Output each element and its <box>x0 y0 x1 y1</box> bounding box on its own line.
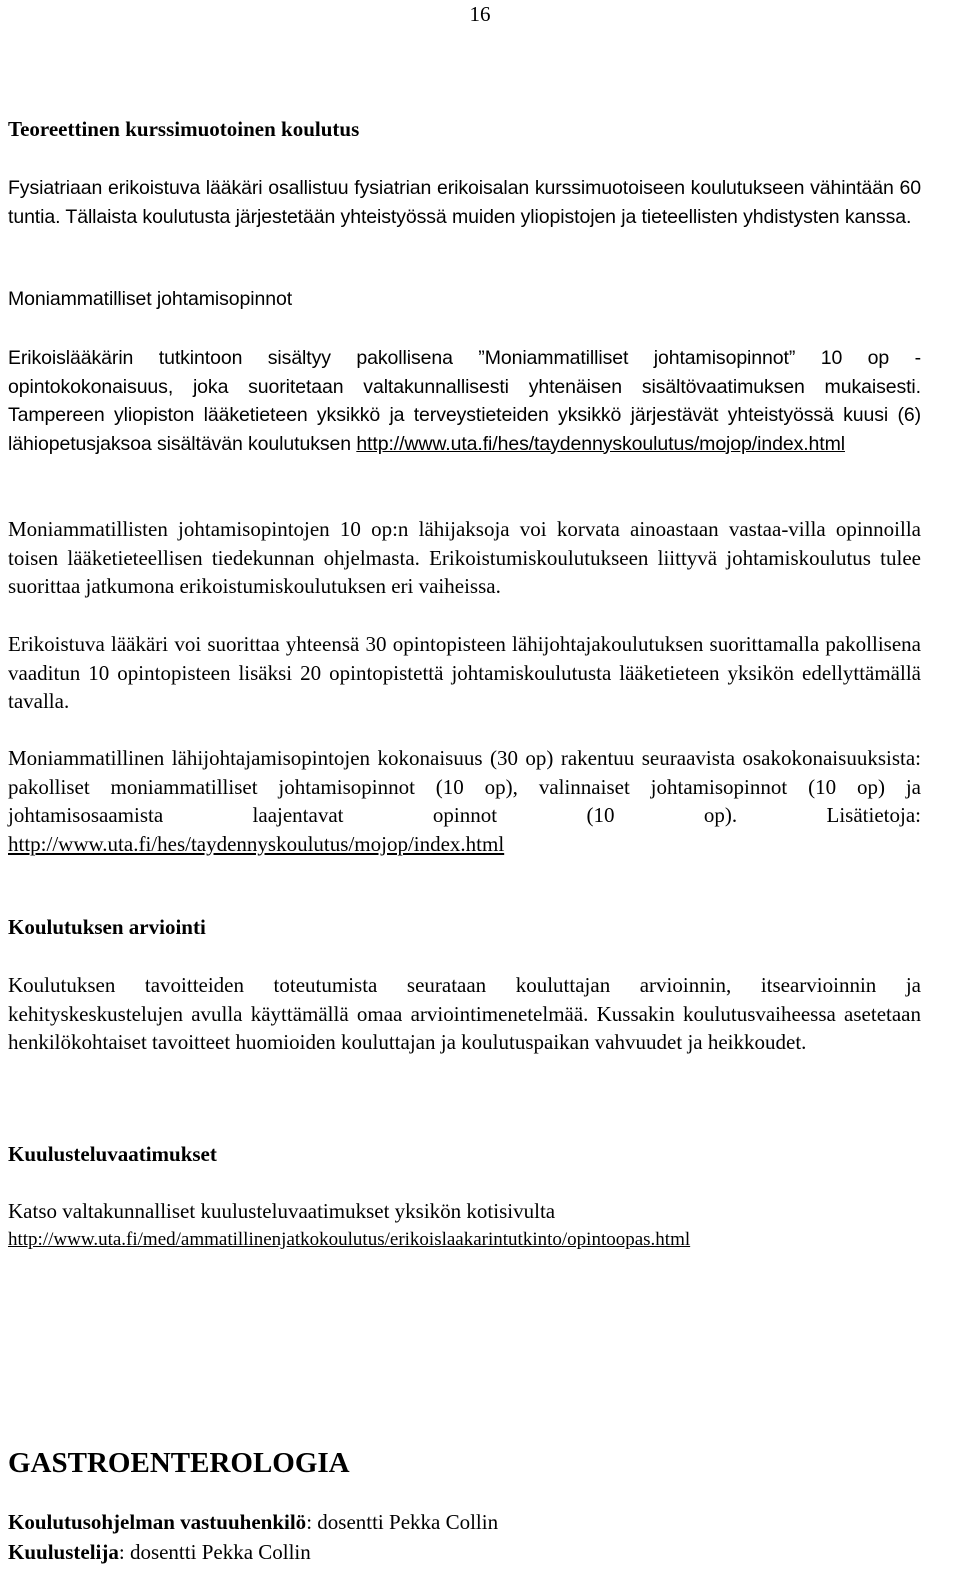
paragraph-text: Moniammatillinen lähijohtajamisopintojen kokonaisuus (30 op) rakentuu seuraavista osakokonaisuuksista: pakolliset moniammatilliset johtamisopinnot (10 op), valinnaiset johtamisopinnot (10 op) ja johtamisosaamista laajentavat opinnot (10 op). <box>8 746 921 827</box>
responsible-value: : dosentti Pekka Collin <box>306 1510 499 1534</box>
paragraph-moniammatilliset-1 <box>8 344 921 458</box>
examiner-value: : dosentti Pekka Collin <box>118 1540 311 1564</box>
page-number: 16 <box>469 2 491 26</box>
paragraph-arviointi: Koulutuksen tavoitteiden toteutumista seurataan kouluttajan arvioinnin, itsearvioinnin ja kehityskeskustelujen avulla käyttämällä omaa arviointimenetelmää. Kussakin koulutusvaiheessa asetetaan henkilökohtaiset tavoitteet huomioiden kouluttajan ja koulutuspaikan vahvuudet ja heikkoudet. <box>8 973 921 1054</box>
paragraph-moniammatilliset-4 <box>8 744 921 858</box>
mojop-link[interactable]: http://www.uta.fi/hes/taydennyskoulutus/mojop/index.html <box>356 432 845 455</box>
responsible-person-row <box>8 1510 498 1535</box>
section-heading-teoreettinen: Teoreettinen kurssimuotoinen koulutus <box>8 117 360 141</box>
paragraph-moniammatilliset-3: Erikoistuva lääkäri voi suorittaa yhteensä 30 opintopisteen lähijohtajakoulutuksen suorittamalla pakollisena vaaditun 10 opintopisteen lisäksi 20 opintopistettä johtamiskoulutusta lääketieteen yksikön edellyttämällä tavalla. <box>8 632 921 713</box>
info-label: Lisätietoja: <box>826 803 921 827</box>
section-heading-kuulusteluvaatimukset: Kuulusteluvaatimukset <box>8 1142 217 1166</box>
responsible-label: Koulutusohjelman vastuuhenkilö <box>8 1510 307 1534</box>
opintoopas-link[interactable]: http://www.uta.fi/med/ammatillinenjatkokoulutus/erikoislaakarintutkinto/opintoopas.html <box>8 1229 691 1250</box>
examiner-row <box>8 1540 311 1565</box>
paragraph-text: Erikoislääkärin tutkintoon sisältyy pakollisena ”Moniammatilliset johtamisopinnot” 10 op -opintokokonaisuus, joka suoritetaan valtakunnallisesti yhtenäisen sisältövaatimuksen mukaisesti. Tampereen yliopiston lääketieteen yksikkö ja terveystieteiden yksikkö järjestävät yhteistyössä kuusi (6) lähiopetusjaksoa sisältävän koulutuksen <box>8 347 921 455</box>
mojop-info-link[interactable]: http://www.uta.fi/hes/taydennyskoulutus/mojop/index.html <box>8 831 505 856</box>
paragraph-teoreettinen: Fysiatriaan erikoistuva lääkäri osallistuu fysiatrian erikoisalan kurssimuotoiseen koulutukseen vähintään 60 tuntia. Tällaista koulutusta järjestetään yhteistyössä muiden yliopistojen ja tieteellisten yhdistysten kanssa. <box>8 177 921 228</box>
examiner-label: Kuulustelija <box>8 1540 119 1564</box>
subheading-moniammatilliset: Moniammatilliset johtamisopinnot <box>8 288 293 310</box>
paragraph-kuulusteluvaatimukset: Katso valtakunnalliset kuulusteluvaatimukset yksikön kotisivulta <box>8 1199 556 1223</box>
section-heading-arviointi: Koulutuksen arviointi <box>8 915 206 939</box>
section-heading-gastroenterologia: GASTROENTEROLOGIA <box>8 1447 350 1479</box>
paragraph-moniammatilliset-2: Moniammatillisten johtamisopintojen 10 op:n lähijaksoja voi korvata ainoastaan vastaa-villa opinnoilla toisen lääketieteellisen tiedekunnan ohjelmasta. Erikoistumiskoulutukseen liittyvä johtamiskoulutus tulee suorittaa jatkumona erikoistumiskoulutuksen eri vaiheissa. <box>8 517 921 598</box>
opintoopas-link-row <box>8 1229 690 1251</box>
